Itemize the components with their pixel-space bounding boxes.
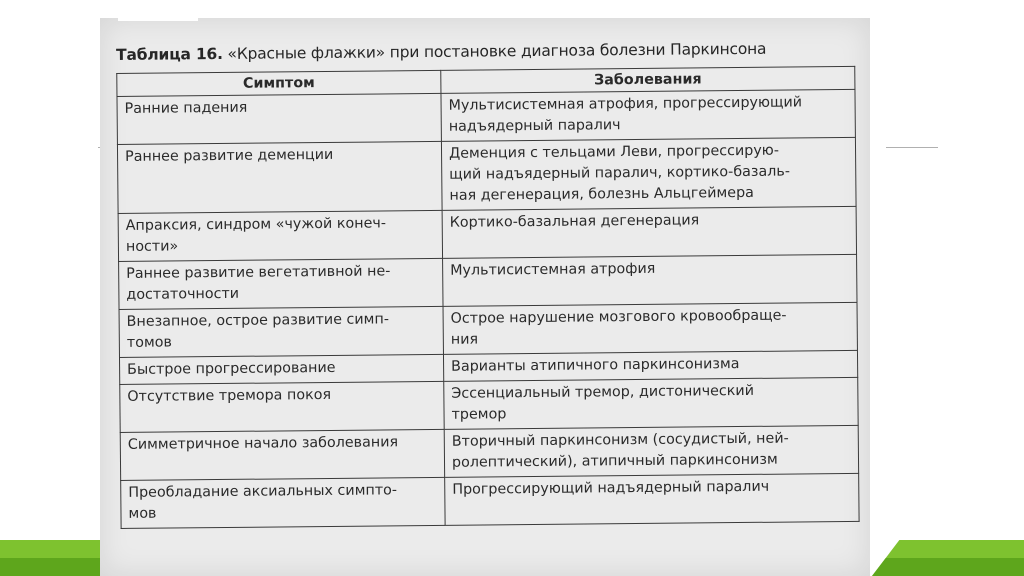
diseases-text: Прогрессирующий надъядерный паралич [452, 478, 770, 498]
table-row [118, 206, 856, 261]
symptom-cell [119, 354, 443, 384]
table-row [117, 137, 856, 213]
symptom-cell [119, 258, 443, 309]
table-row [117, 89, 855, 144]
diseases-text: Эссенциальный тремор, дистонический тремор [451, 382, 755, 423]
diseases-cell [443, 350, 857, 381]
diseases-text: Мультисистемная атрофия [450, 260, 656, 279]
diseases-cell [444, 377, 858, 429]
table-caption-text: «Красные флажки» при постановке диагноза болезни Паркинсона [227, 39, 767, 63]
table-row [119, 302, 857, 357]
symptom-text: Преобладание аксиальных симпто- мов [128, 482, 398, 522]
green-accent-band-right [872, 540, 1024, 576]
symptom-text: Ранние падения [124, 99, 248, 117]
symptom-text: Раннее развитие вегетативной не- достаточности [126, 263, 391, 303]
symptom-cell [118, 210, 442, 261]
symptom-text: Раннее развитие деменции [124, 146, 334, 165]
table-row [120, 377, 858, 432]
symptom-cell [117, 141, 442, 213]
table-row [119, 254, 857, 309]
header-diseases: Заболевания [441, 66, 855, 93]
scanned-book-page [100, 18, 870, 576]
diseases-text: Мультисистемная атрофия, прогрессирующий надъядерный паралич [448, 94, 803, 135]
symptom-text: Отсутствие тремора покоя [127, 386, 332, 405]
diseases-cell [445, 473, 859, 525]
diseases-cell [441, 137, 856, 210]
diseases-text: Вторичный паркинсонизм (сосудистый, ней- ролептический), атипичный паркинсонизм [451, 430, 789, 471]
diseases-text: Деменция с тельцами Леви, прогрессирую- щий надъядерный паралич, кортико-базаль- ная дегенерация, болезнь Альцгеймера [448, 142, 791, 204]
table-caption [116, 39, 854, 64]
symptom-cell [119, 306, 443, 357]
diseases-cell [443, 302, 857, 354]
red-flags-table [116, 66, 859, 529]
symptom-cell [117, 93, 441, 144]
symptom-text: Внезапное, острое развитие симп- томов [126, 311, 390, 351]
diseases-cell [443, 254, 857, 306]
table-page [116, 39, 859, 529]
green-accent-band-left [0, 540, 100, 576]
symptom-cell [120, 381, 444, 432]
table-row [121, 473, 859, 528]
diseases-cell [442, 206, 856, 258]
table-row [120, 425, 858, 480]
table-caption-label: Таблица 16. [116, 44, 223, 64]
header-symptom: Симптом [117, 70, 441, 96]
symptom-text: Быстрое прогрессирование [127, 359, 336, 378]
symptom-cell [120, 429, 444, 480]
symptom-cell [121, 477, 445, 528]
diseases-text: Кортико-базальная дегенерация [449, 212, 700, 231]
diseases-text: Острое нарушение мозгового кровообраще- ния [450, 307, 787, 348]
slide-divider-right [886, 147, 938, 148]
diseases-cell [441, 89, 855, 141]
symptom-text: Апраксия, синдром «чужой конеч- ности» [125, 215, 387, 255]
diseases-cell [444, 425, 858, 477]
scan-edge-highlight [118, 18, 198, 21]
symptom-text: Симметричное начало заболевания [127, 434, 399, 453]
diseases-text: Варианты атипичного паркинсонизма [451, 356, 740, 375]
